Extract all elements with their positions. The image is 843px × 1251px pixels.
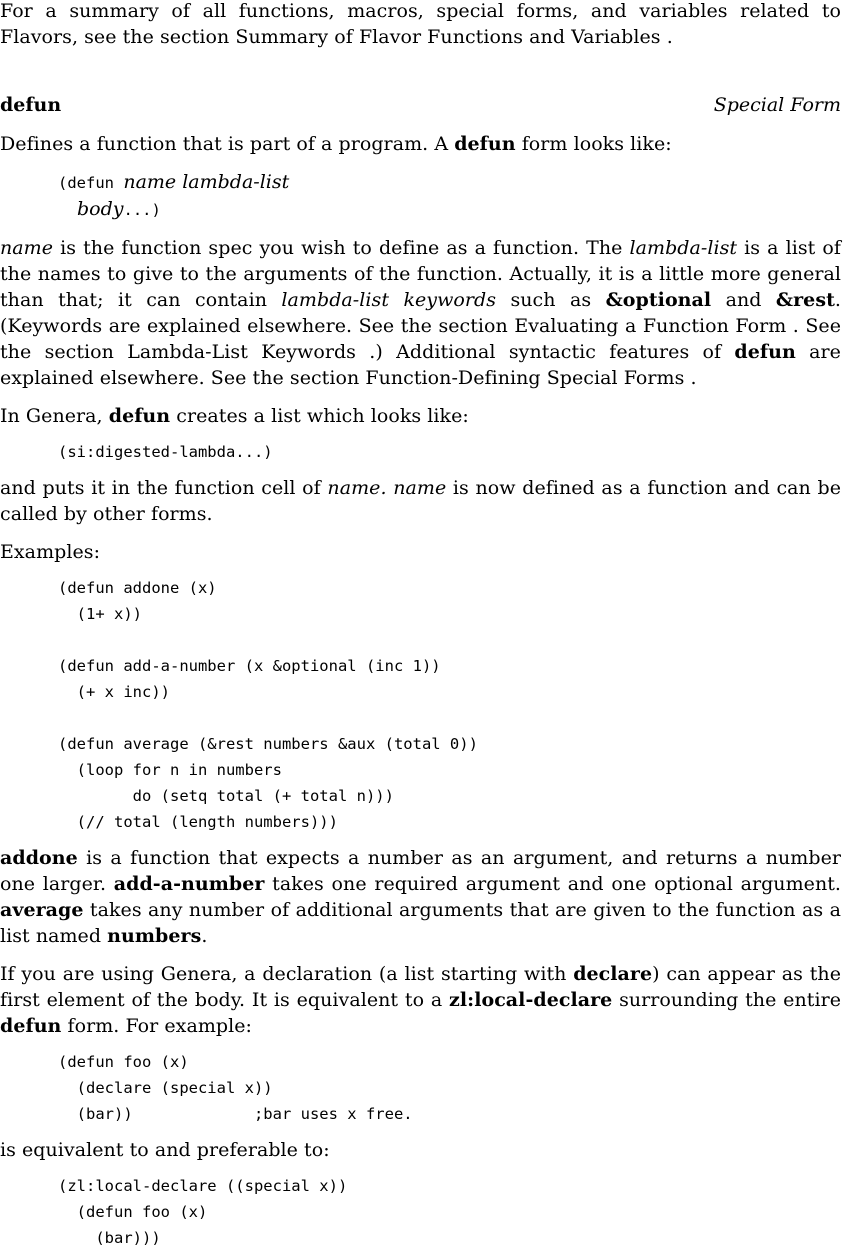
equivalent-paragraph: is equivalent to and preferable to:: [0, 1139, 330, 1161]
code-line: (loop for n in numbers: [58, 761, 282, 779]
examples-explanation-paragraph: addone is a function that expects a number as an argument, and returns a number one larger. add-a-number takes one required argument and one optional argument. average takes any number of additional arguments that are given to the function as a list named numbers.: [0, 847, 842, 947]
code-line: (defun foo (x): [58, 1053, 189, 1071]
intro-text: For a summary of all functions, macros, special forms, and variables related to Flavors, see the section: [0, 0, 841, 48]
description-paragraph: name is the function spec you wish to define as a function. The lambda-list is a list of the names to give to the arguments of the function. Actually, it is a little more general than that; it can contain lambda-list keywords such as &optional and &rest. (Keywords are explained elsewhere. See the section Evaluating a Function Form . See the section Lambda-List Keywords .) Additional syntactic features of defun are explained elsewhere. See the section Function-Defining Special Forms .: [0, 237, 841, 389]
code-line: [58, 705, 841, 731]
intro-paragraph: For a summary of all functions, macros, special forms, and variables related to Flavors, see the section Summary of Flavor Functions and Variables .: [0, 0, 841, 48]
link-lambda-list-keywords[interactable]: Lambda-List Keywords: [127, 341, 370, 363]
code-line: (defun addone (x): [58, 579, 217, 597]
code-line: (1+ x)): [58, 605, 142, 623]
intro-link[interactable]: Summary of Flavor Functions and Variables: [235, 26, 667, 48]
examples-code-block: [0, 575, 841, 835]
link-evaluating-function-form[interactable]: Evaluating a Function Form: [514, 315, 793, 337]
syntax-block: (defun name lambda-list body...): [58, 171, 290, 220]
code-line: do (setq total (+ total n))): [58, 787, 394, 805]
code-foo-block: [0, 1049, 841, 1127]
code-digested-lambda: (si:digested-lambda...): [58, 443, 273, 461]
code-local-declare-block: [0, 1173, 841, 1251]
entry-kind: Special Form: [713, 94, 841, 116]
code-line: (// total (length numbers))): [58, 813, 338, 831]
code-line: (bar))): [58, 1229, 161, 1247]
link-function-defining-special-forms[interactable]: Function-Defining Special Forms: [365, 367, 691, 389]
genera-paragraph: In Genera, defun creates a list which looks like:: [0, 405, 469, 427]
code-line: (+ x inc)): [58, 683, 170, 701]
code-line: (declare (special x)): [58, 1079, 273, 1097]
code-line: [58, 627, 841, 653]
entry-name: defun: [0, 94, 62, 116]
declaration-paragraph: If you are using Genera, a declaration (a list starting with declare) can appear as the first element of the body. It is equivalent to a zl:local-declare surrounding the entire defun form. For example:: [0, 963, 841, 1037]
entry-heading: [0, 92, 841, 118]
code-line: (bar)) ;bar uses x free.: [58, 1105, 413, 1123]
code-line: (defun average (&rest numbers &aux (total 0)): [58, 735, 478, 753]
code-line: (zl:local-declare ((special x)): [58, 1177, 348, 1195]
code-line: (defun add-a-number (x &optional (inc 1)): [58, 657, 441, 675]
examples-label: Examples:: [0, 541, 101, 563]
function-cell-paragraph: and puts it in the function cell of name. name is now defined as a function and can be called by other forms.: [0, 477, 841, 525]
code-line: (defun foo (x): [58, 1203, 208, 1221]
definition-paragraph: Defines a function that is part of a program. A defun form looks like:: [0, 133, 672, 155]
